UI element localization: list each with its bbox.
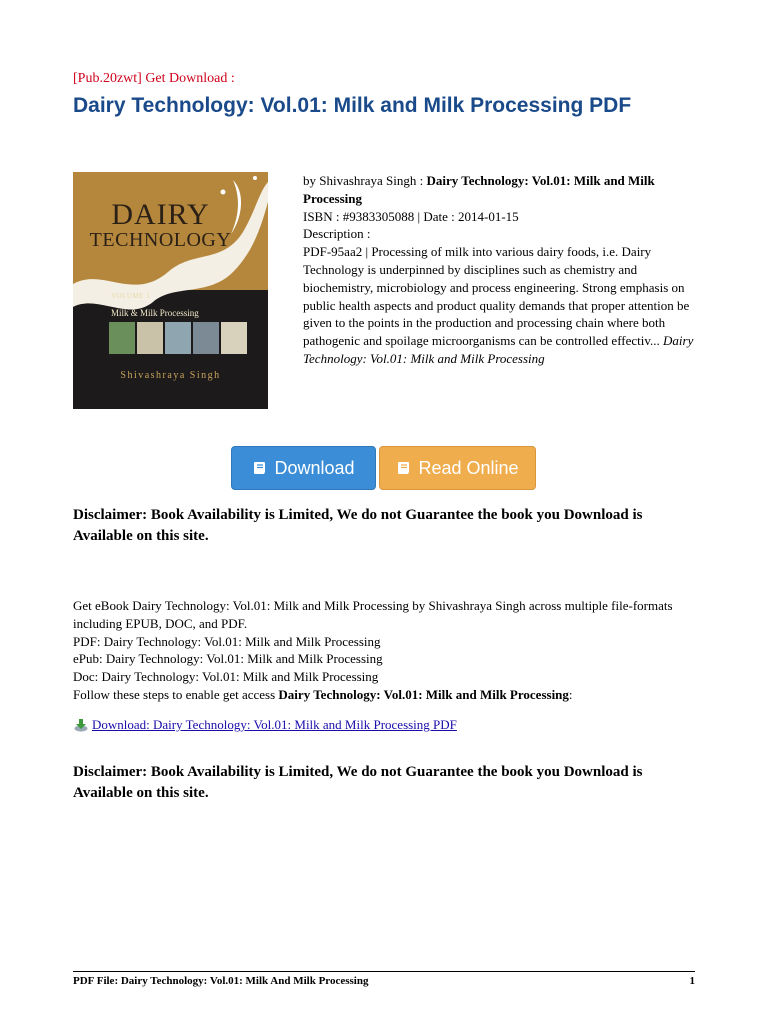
download-icon: [73, 717, 89, 733]
download-button-label: Download: [274, 457, 355, 478]
steps-title: Dairy Technology: Vol.01: Milk and Milk Processing: [278, 686, 569, 702]
book-info: [303, 172, 703, 368]
cover-title-line1: DAIRY: [111, 198, 210, 231]
disclaimer-bottom: Disclaimer: Book Availability is Limited, We do not Guarantee the book you Download is Available on this site.: [73, 764, 643, 801]
footer: [73, 975, 695, 987]
byline-title: Dairy Technology: Vol.01: Milk and Milk Processing: [303, 173, 655, 206]
byline-author: by Shivashraya Singh :: [303, 173, 427, 188]
footer-label: PDF File: Dairy Technology: Vol.01: Milk And Milk Processing: [73, 975, 369, 987]
page-number: 1: [689, 975, 695, 987]
description-text: PDF-95aa2 | Processing of milk into various dairy foods, i.e. Dairy Technology is underpinned by disciplines such as chemistry and biochemistry, microbiology and process engineering. Strong emphasis on public health aspects and product quality demands that proper attention be given to the points in the production and processing chain where both pathogenic and spoilage microorganisms can be controlled effectiv...: [303, 244, 690, 349]
download-link[interactable]: Download: Dairy Technology: Vol.01: Milk and Milk Processing PDF: [92, 717, 457, 732]
pdf-line: PDF: Dairy Technology: Vol.01: Milk and Milk Processing: [73, 633, 381, 649]
description: [303, 243, 703, 368]
download-button[interactable]: [231, 446, 376, 490]
cover-author: Shivashraya Singh: [120, 370, 221, 381]
doc-line: Doc: Dairy Technology: Vol.01: Milk and Milk Processing: [73, 669, 379, 685]
page-title: Dairy Technology: Vol.01: Milk and Milk Processing PDF: [73, 94, 632, 117]
footer-divider: [73, 971, 695, 972]
intro-text: Get eBook Dairy Technology: Vol.01: Milk and Milk Processing by Shivashraya Singh across multiple file-formats including EPUB, DOC, and PDF.: [73, 598, 673, 631]
cover-photo: [109, 322, 135, 354]
download-link-row: [73, 717, 457, 733]
steps-suffix: :: [568, 686, 573, 702]
description-label: Description :: [303, 226, 371, 242]
read-online-button-label: Read Online: [418, 457, 519, 478]
cover-title-line2: TECHNOLOGY: [89, 229, 232, 251]
book-cover: [73, 172, 268, 409]
steps-prefix: Follow these steps to enable get access: [73, 686, 279, 702]
cover-volume: VOLUME 1: [111, 292, 151, 300]
cover-photos: [109, 322, 247, 354]
read-online-button[interactable]: [379, 446, 536, 490]
book-icon: [396, 460, 412, 476]
cover-photo: [193, 322, 219, 354]
isbn-line: ISBN : #9383305088 | Date : 2014-01-15: [303, 208, 519, 224]
description-tail: Dairy Technology: Vol.01: Milk and Milk Processing: [303, 333, 694, 366]
steps-line: [73, 686, 703, 704]
cover-photo: [137, 322, 163, 354]
cover-photo: [165, 322, 191, 354]
pub-line: [Pub.20zwt] Get Download :: [73, 71, 235, 86]
cover-subtitle: Milk & Milk Processing: [111, 308, 199, 318]
book-icon: [252, 460, 268, 476]
disclaimer-top: Disclaimer: Book Availability is Limited, We do not Guarantee the book you Download is Available on this site.: [73, 507, 643, 544]
body-text: [73, 597, 703, 704]
cover-photo: [221, 322, 247, 354]
byline: [303, 172, 703, 208]
epub-line: ePub: Dairy Technology: Vol.01: Milk and Milk Processing: [73, 651, 383, 667]
